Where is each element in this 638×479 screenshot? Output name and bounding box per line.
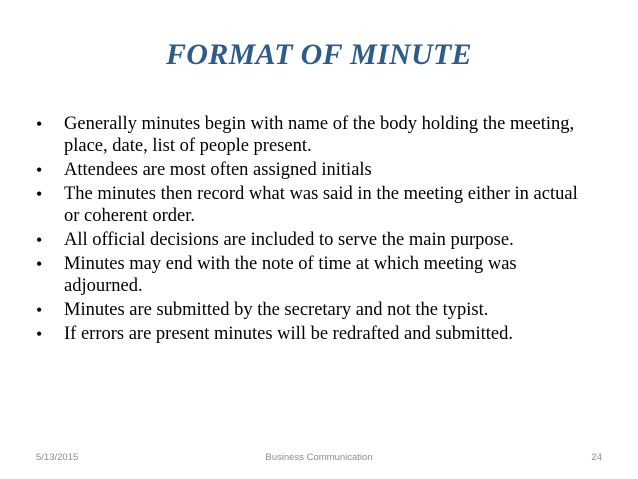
bullet-item [36, 253, 596, 297]
bullet-item [36, 299, 596, 321]
bullet-icon: • [36, 230, 43, 250]
bullet-text: All official decisions are included to serve the main purpose. [64, 230, 514, 250]
bullet-item [36, 159, 596, 181]
bullet-text: Minutes may end with the note of time at which meeting was adjourned. [64, 254, 517, 296]
bullet-icon: • [36, 300, 43, 320]
bullet-icon: • [36, 184, 43, 204]
bullet-item [36, 183, 596, 227]
bullet-list [36, 113, 596, 347]
footer-date: 5/13/2015 [36, 452, 79, 463]
bullet-item [36, 323, 596, 345]
bullet-item [36, 229, 596, 251]
page-number: 24 [591, 452, 602, 463]
bullet-icon: • [36, 254, 43, 274]
footer-title: Business Communication [265, 452, 373, 463]
bullet-icon: • [36, 160, 43, 180]
slide-title: FORMAT OF MINUTE [166, 38, 472, 71]
bullet-item [36, 113, 596, 157]
bullet-icon: • [36, 114, 43, 134]
bullet-text: The minutes then record what was said in the meeting either in actual or coherent order. [64, 184, 578, 226]
bullet-icon: • [36, 324, 43, 344]
bullet-text: If errors are present minutes will be redrafted and submitted. [64, 324, 513, 344]
bullet-text: Minutes are submitted by the secretary and not the typist. [64, 300, 489, 320]
bullet-text: Attendees are most often assigned initials [64, 160, 372, 180]
bullet-text: Generally minutes begin with name of the body holding the meeting, place, date, list of people present. [64, 114, 575, 156]
